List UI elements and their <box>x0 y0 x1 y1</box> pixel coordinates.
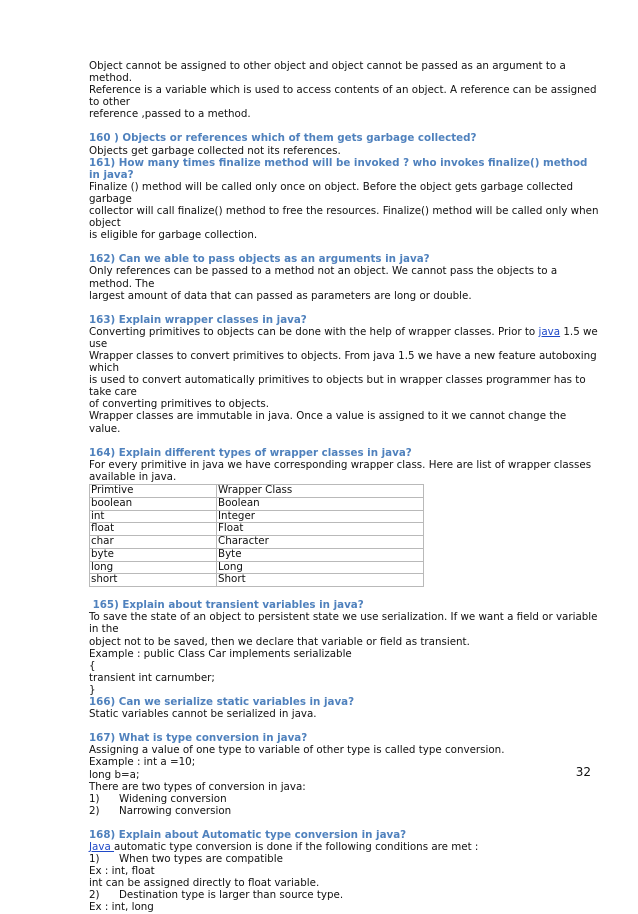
table-cell: Boolean <box>217 497 424 510</box>
q165-heading: 165) Explain about transient variables in java? <box>89 599 364 612</box>
intro-line-1: Object cannot be assigned to other object and object cannot be passed as an argument to a method. <box>89 60 566 85</box>
q164-heading: 164) Explain different types of wrapper classes in java? <box>89 446 412 459</box>
list-number: 1) <box>89 853 100 866</box>
table-cell: Long <box>217 561 424 574</box>
q161-heading: 161) How many times finalize method will be invoked ? who invokes finalize() method in java? <box>89 156 588 181</box>
intro-line-3: reference ,passed to a method. <box>89 108 251 121</box>
q161-line-3: is eligible for garbage collection. <box>89 229 258 242</box>
table-cell: boolean <box>90 497 217 510</box>
q168-heading: 168) Explain about Automatic type conversion in java? <box>89 828 407 841</box>
list-text: When two types are compatible <box>119 853 283 866</box>
table-cell: Integer <box>217 510 424 523</box>
table-cell: Primtive <box>90 484 217 497</box>
table-cell: char <box>90 536 217 549</box>
q163-line-5: Wrapper classes are immutable in java. Once a value is assigned to it we cannot change the value. <box>89 410 567 435</box>
list-item <box>89 889 599 901</box>
list-item <box>89 805 599 817</box>
table-row <box>90 497 424 510</box>
q167-heading: 167) What is type conversion in java? <box>89 732 308 745</box>
q163-line-1-text-b: 1.5 we use <box>89 325 598 350</box>
q162-heading: 162) Can we able to pass objects as an arguments in java? <box>89 253 430 266</box>
table-row <box>90 510 424 523</box>
q163-line-3: is used to convert automatically primitives to objects but in wrapper classes programmer has to take care <box>89 374 586 399</box>
q168-line-4: Ex : int, long <box>89 901 154 914</box>
document-page <box>89 60 599 914</box>
table-row <box>90 523 424 536</box>
java-link[interactable]: java <box>538 325 561 338</box>
q168-line-1 <box>89 841 599 853</box>
table-cell: float <box>90 523 217 536</box>
list-item <box>89 793 599 805</box>
table-row <box>90 574 424 587</box>
table-cell: Short <box>217 574 424 587</box>
q163-line-1-text-a: Converting primitives to objects can be done with the help of wrapper classes. Prior to <box>89 325 539 338</box>
q162-line-1: Only references can be passed to a method not an object. We cannot pass the objects to a method. The <box>89 265 558 290</box>
list-number: 2) <box>89 889 100 902</box>
q162-line-2: largest amount of data that can passed as parameters are long or double. <box>89 289 472 302</box>
q165-line-3: Example : public Class Car implements serializable <box>89 647 352 660</box>
table-cell: Character <box>217 536 424 549</box>
list-item <box>89 853 599 865</box>
page-number: 32 <box>575 765 591 779</box>
q167-line-3: long b=a; <box>89 768 140 781</box>
q163-line-2: Wrapper classes to convert primitives to objects. From java 1.5 we have a new feature autoboxing which <box>89 349 597 375</box>
q168-line-3: int can be assigned directly to float variable. <box>89 877 320 890</box>
q165-line-1: To save the state of an object to persistent state we use serialization. If we want a field or variable in the <box>89 611 598 636</box>
q165-line-6: } <box>89 683 96 696</box>
q165-line-4: { <box>89 659 96 672</box>
q166-heading: 166) Can we serialize static variables in java? <box>89 696 355 709</box>
q161-line-1: Finalize () method will be called only once on object. Before the object gets garbage collected garbage <box>89 180 574 205</box>
q163-line-1 <box>89 326 599 350</box>
q168-line-1-text: automatic type conversion is done if the following conditions are met : <box>114 840 479 853</box>
table-row <box>90 548 424 561</box>
list-text: Destination type is larger than source type. <box>119 889 344 902</box>
q165-line-2: object not to be saved, then we declare that variable or field as transient. <box>89 635 470 648</box>
table-row <box>90 484 424 497</box>
q168-line-2: Ex : int, float <box>89 865 155 878</box>
table-cell: Wrapper Class <box>217 484 424 497</box>
list-text: Widening conversion <box>119 792 227 805</box>
table-cell: Float <box>217 523 424 536</box>
q164-line-2: available in java. <box>89 470 177 483</box>
table-cell: int <box>90 510 217 523</box>
q167-line-1: Assigning a value of one type to variable of other type is called type conversion. <box>89 744 505 757</box>
list-text: Narrowing conversion <box>119 804 232 817</box>
table-row <box>90 536 424 549</box>
q164-line-1: For every primitive in java we have corresponding wrapper class. Here are list of wrapper classes <box>89 458 592 471</box>
intro-line-2: Reference is a variable which is used to access contents of an object. A reference can be assigned to other <box>89 84 597 109</box>
q165-line-5: transient int carnumber; <box>89 671 215 684</box>
q160-heading: 160 ) Objects or references which of them gets garbage collected? <box>89 132 477 145</box>
q163-line-4: of converting primitives to objects. <box>89 398 270 411</box>
list-number: 1) <box>89 792 100 805</box>
q160-body: Objects get garbage collected not its references. <box>89 144 341 157</box>
q166-body: Static variables cannot be serialized in java. <box>89 708 317 721</box>
q161-line-2: collector will call finalize() method to free the resources. Finalize() method will be called only when object <box>89 205 599 230</box>
table-row <box>90 561 424 574</box>
table-cell: byte <box>90 548 217 561</box>
java-link-2[interactable]: Java <box>89 840 115 853</box>
table-cell: long <box>90 561 217 574</box>
table-cell: short <box>90 574 217 587</box>
list-number: 2) <box>89 804 100 817</box>
wrapper-classes-table <box>89 484 424 587</box>
table-cell: Byte <box>217 548 424 561</box>
q167-line-4: There are two types of conversion in java: <box>89 780 306 793</box>
q163-heading: 163) Explain wrapper classes in java? <box>89 313 307 326</box>
q167-line-2: Example : int a =10; <box>89 756 196 769</box>
